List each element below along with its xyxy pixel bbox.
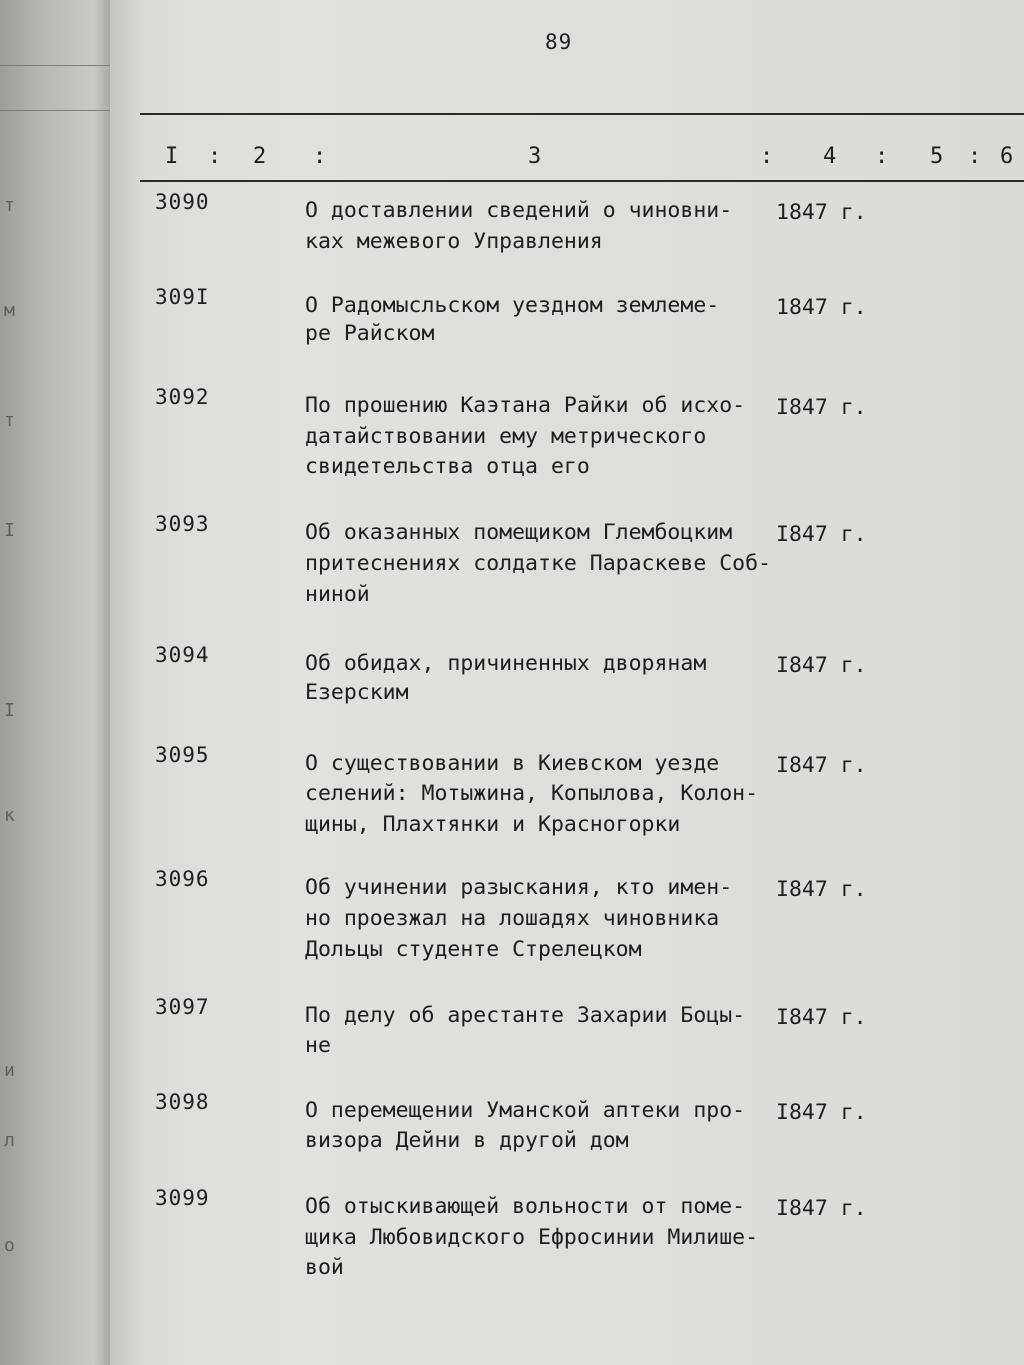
record-description-line: Езерским [305,680,409,705]
record-number: 3099 [155,1186,210,1210]
column-separator: : [968,144,982,169]
record-year: I847 г. [776,753,867,778]
page-number: 89 [545,30,573,54]
column-header-6: 6 [1000,144,1014,169]
record-number: 3090 [155,190,210,214]
record-description-line: вой [305,1255,344,1280]
record-year: I847 г. [776,1100,867,1125]
record-description-line: селений: Мотыжина, Копылова, Колон- [305,781,759,806]
record-description-line: Об обидах, причиненных дворянам [305,651,707,676]
left-page-edge [0,0,110,1365]
column-header-5: 5 [930,144,944,169]
column-separator: : [313,144,327,169]
column-header-2: 2 [253,144,267,169]
record-description-line: щины, Плахтянки и Красногорки [305,812,681,837]
column-header-1: I [165,144,179,169]
record-description-line: ниной [305,582,370,607]
record-description-line: не [305,1033,331,1058]
record-number: 3095 [155,743,210,767]
record-number: 3097 [155,995,210,1019]
record-description-line: щика Любовидского Ефросинии Милише- [305,1225,759,1250]
record-description-line: О доставлении сведений о чиновни- [305,198,733,223]
record-year: 1847 г. [776,295,867,320]
column-header-4: 4 [823,144,837,169]
header-top-rule [140,113,1024,115]
record-number: 3098 [155,1090,210,1114]
record-number: 309I [155,285,210,309]
record-number: 3096 [155,867,210,891]
record-year: I847 г. [776,395,867,420]
left-page-rule [0,110,110,111]
record-year: I847 г. [776,1196,867,1221]
record-number: 3093 [155,512,210,536]
column-header-3: 3 [528,144,542,169]
column-separator: : [875,144,889,169]
record-year: I847 г. [776,653,867,678]
record-description-line: Об учинении разыскания, кто имен- [305,875,733,900]
left-page-text-fragment: т [4,410,15,431]
column-separator: : [760,144,774,169]
left-page-text-fragment: и [4,1060,15,1081]
record-year: I847 г. [776,522,867,547]
left-page-text-fragment: т [4,195,15,216]
record-description-line: О перемещении Уманской аптеки про- [305,1098,746,1123]
record-description-line: Об отыскивающей вольности от поме- [305,1194,746,1219]
record-description-line: По делу об арестанте Захарии Боцы- [305,1003,746,1028]
left-page-text-fragment: к [4,805,15,826]
header-bottom-rule [140,180,1024,182]
record-description-line: О существовании в Киевском уезде [305,751,720,776]
record-description-line: ре Райском [305,321,435,346]
record-description-line: но проезжал на лошадях чиновника [305,906,720,931]
record-description-line: визора Дейни в другой дом [305,1128,629,1153]
document-page [110,0,1024,1365]
record-description-line: притеснениях солдатке Параскеве Соб- [305,551,771,576]
record-description-line: Дольцы студенте Стрелецком [305,937,642,962]
left-page-text-fragment: I [4,700,15,721]
record-number: 3092 [155,385,210,409]
left-page-text-fragment: I [4,520,15,541]
left-page-text-fragment: л [4,1130,15,1151]
record-number: 3094 [155,643,210,667]
left-page-text-fragment: о [4,1235,15,1256]
column-separator: : [208,144,222,169]
record-description-line: Об оказанных помещиком Глембоцким [305,520,733,545]
record-description-line: О Радомысльском уездном землеме- [305,293,720,318]
left-page-text-fragment: м [4,300,15,321]
record-year: 1847 г. [776,200,867,225]
record-description-line: датайствовании ему метрического [305,424,707,449]
left-page-rule [0,65,110,66]
record-description-line: свидетельства отца его [305,454,590,479]
record-description-line: ках межевого Управления [305,229,603,254]
record-year: I847 г. [776,877,867,902]
record-description-line: По прошению Каэтана Райки об исхо- [305,393,746,418]
record-year: I847 г. [776,1005,867,1030]
